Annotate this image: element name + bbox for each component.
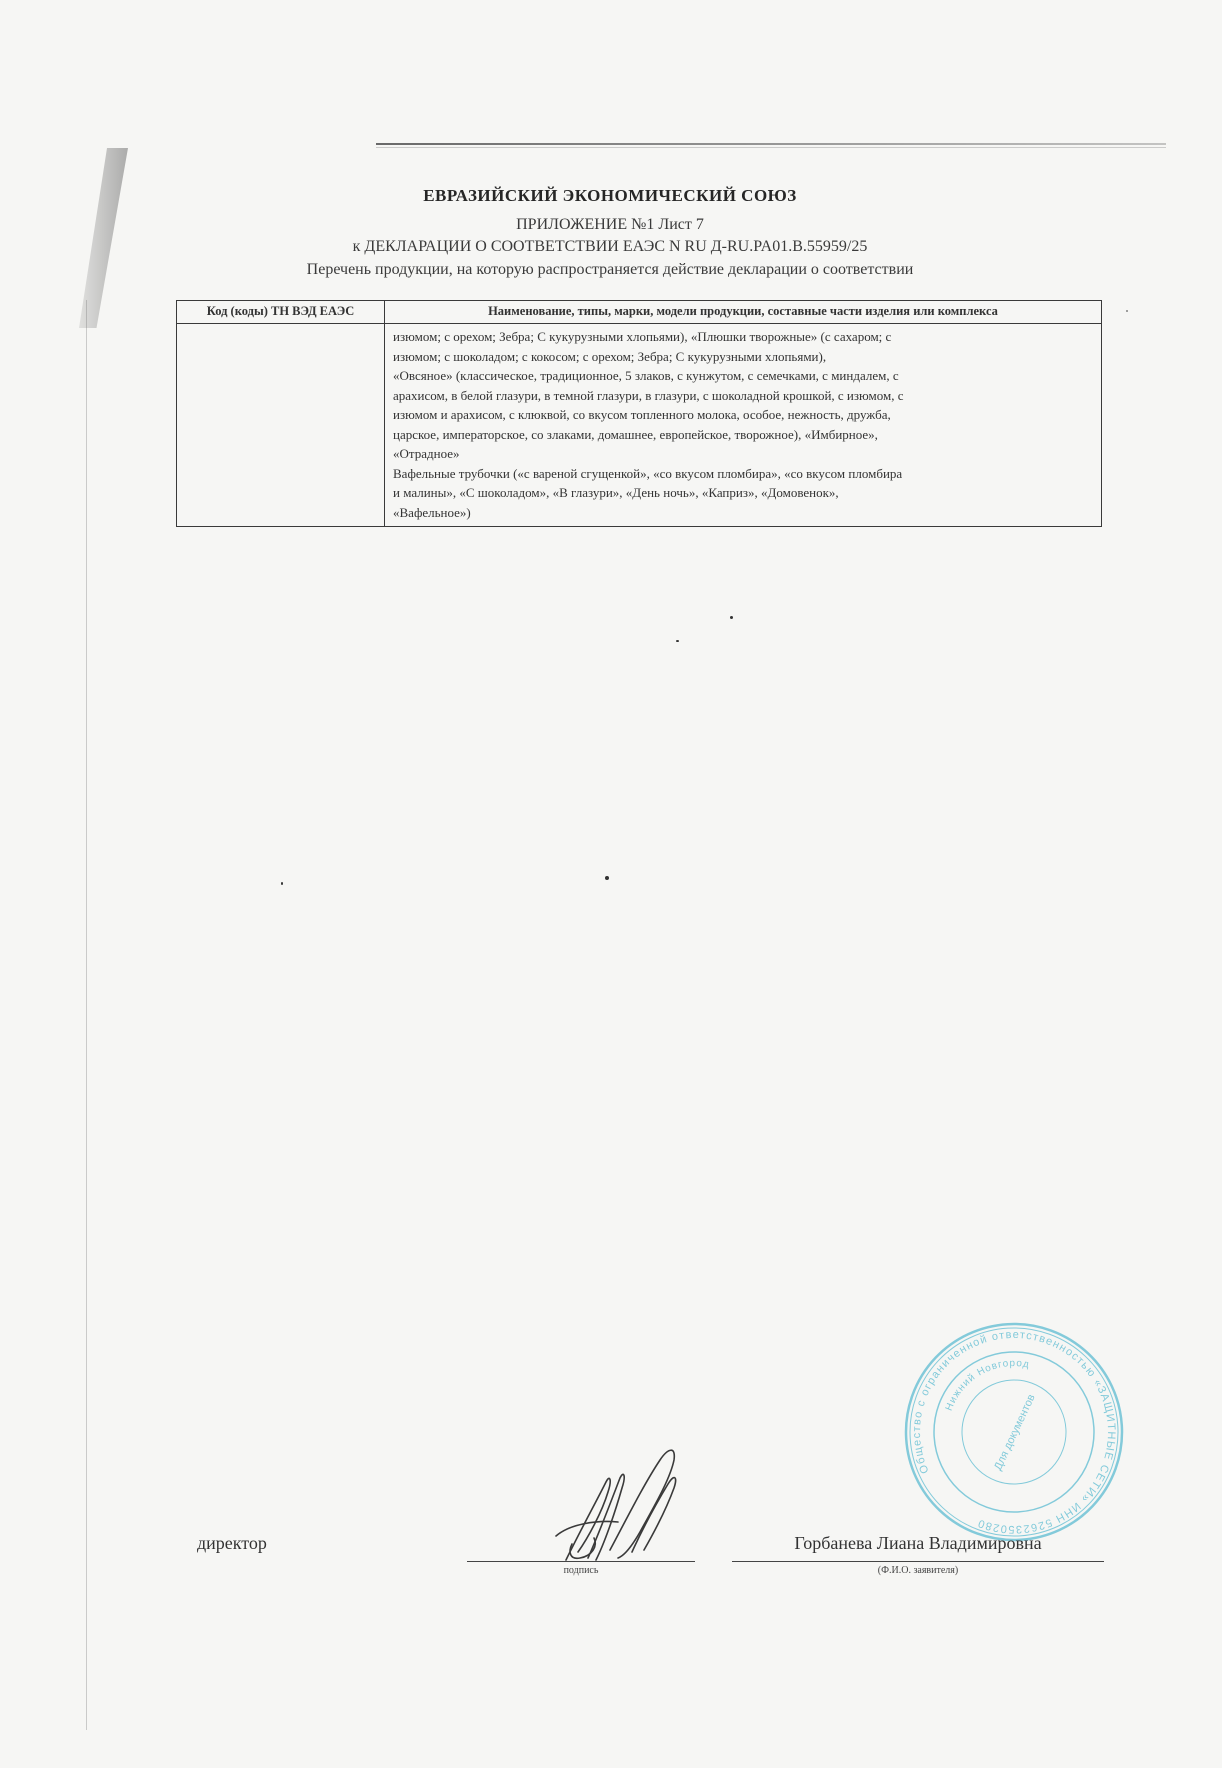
- signature-caption: подпись: [563, 1565, 599, 1576]
- handwritten-signature: [548, 1440, 698, 1575]
- scan-speck: [676, 640, 679, 642]
- column-header-name: Наименование, типы, марки, модели продукции, составные части изделия или комплекса: [385, 301, 1102, 324]
- product-line: арахисом, в белой глазури, в темной глазури, в глазури, с шоколадной крошкой, с изюмом, с: [393, 387, 904, 403]
- code-cell: [177, 324, 385, 527]
- scan-speck: [281, 882, 283, 885]
- stamp-inner-text: Нижний Новгород: [943, 1357, 1031, 1413]
- product-line: и малины», «С шоколадом», «В глазури», «День ночь», «Каприз», «Домовенок»,: [393, 485, 839, 500]
- annex-title: ПРИЛОЖЕНИЕ №1 Лист 7: [516, 216, 704, 233]
- product-line: «Отрадное»: [393, 446, 460, 461]
- product-line: изюмом; с орехом; Зебра; С кукурузными хлопьями), «Плюшки творожные» (с сахаром; с: [393, 329, 892, 344]
- stamp-center-text: Для документов: [992, 1392, 1038, 1473]
- scan-top-line-secondary: [376, 147, 1166, 148]
- name-caption: (Ф.И.О. заявителя): [877, 1565, 959, 1576]
- scan-top-line: [376, 143, 1166, 145]
- product-line: «Овсяное» (классическое, традиционное, 5 злаков, с кунжутом, с семечками, с миндалем, с: [393, 368, 899, 383]
- stamp-outer-text: Общество с ограниченной ответственностью «ЗАЩИТНЫЕ СЕТИ» ИНН 5262350280: [910, 1328, 1118, 1536]
- scan-edge-line: [86, 300, 87, 1730]
- signature-line: [467, 1561, 695, 1562]
- name-cell: [385, 324, 1102, 527]
- signer-role: директор: [197, 1533, 267, 1553]
- product-line: царское, императорское, со злаками, домашнее, европейское, творожное), «Имбирное»,: [393, 426, 878, 442]
- product-line: «Вафельное»): [393, 504, 471, 520]
- company-stamp: [900, 1318, 1128, 1546]
- scan-shadow: [58, 148, 128, 328]
- product-line: изюмом; с шоколадом; с кокосом; с орехом; Зебра; С кукурузными хлопьями),: [393, 348, 827, 364]
- list-title: Перечень продукции, на которую распространяется действие декларации о соответствии: [306, 261, 914, 278]
- scan-speck: [730, 616, 733, 619]
- table-body: [177, 324, 1102, 527]
- table-header-row: [177, 301, 1102, 324]
- union-title: ЕВРАЗИЙСКИЙ ЭКОНОМИЧЕСКИЙ СОЮЗ: [423, 186, 797, 205]
- name-line: [732, 1561, 1104, 1562]
- scan-speck: [605, 876, 609, 880]
- product-line: Вафельные трубочки («с вареной сгущенкой», «со вкусом пломбира», «со вкусом пломбира: [393, 465, 903, 481]
- declaration-number: к ДЕКЛАРАЦИИ О СООТВЕТСТВИИ ЕАЭС N RU Д-RU.PA01.B.55959/25: [352, 238, 868, 255]
- product-line: изюмом и арахисом, с клюквой, со вкусом топленного молока, особое, нежность, дружба,: [393, 407, 891, 422]
- products-table: [176, 300, 1102, 527]
- table-row: [177, 324, 1102, 527]
- column-header-code: Код (коды) ТН ВЭД ЕАЭС: [177, 301, 385, 324]
- signer-name: Горбанева Лиана Владимировна: [794, 1533, 1042, 1553]
- scan-speck: [1126, 310, 1128, 312]
